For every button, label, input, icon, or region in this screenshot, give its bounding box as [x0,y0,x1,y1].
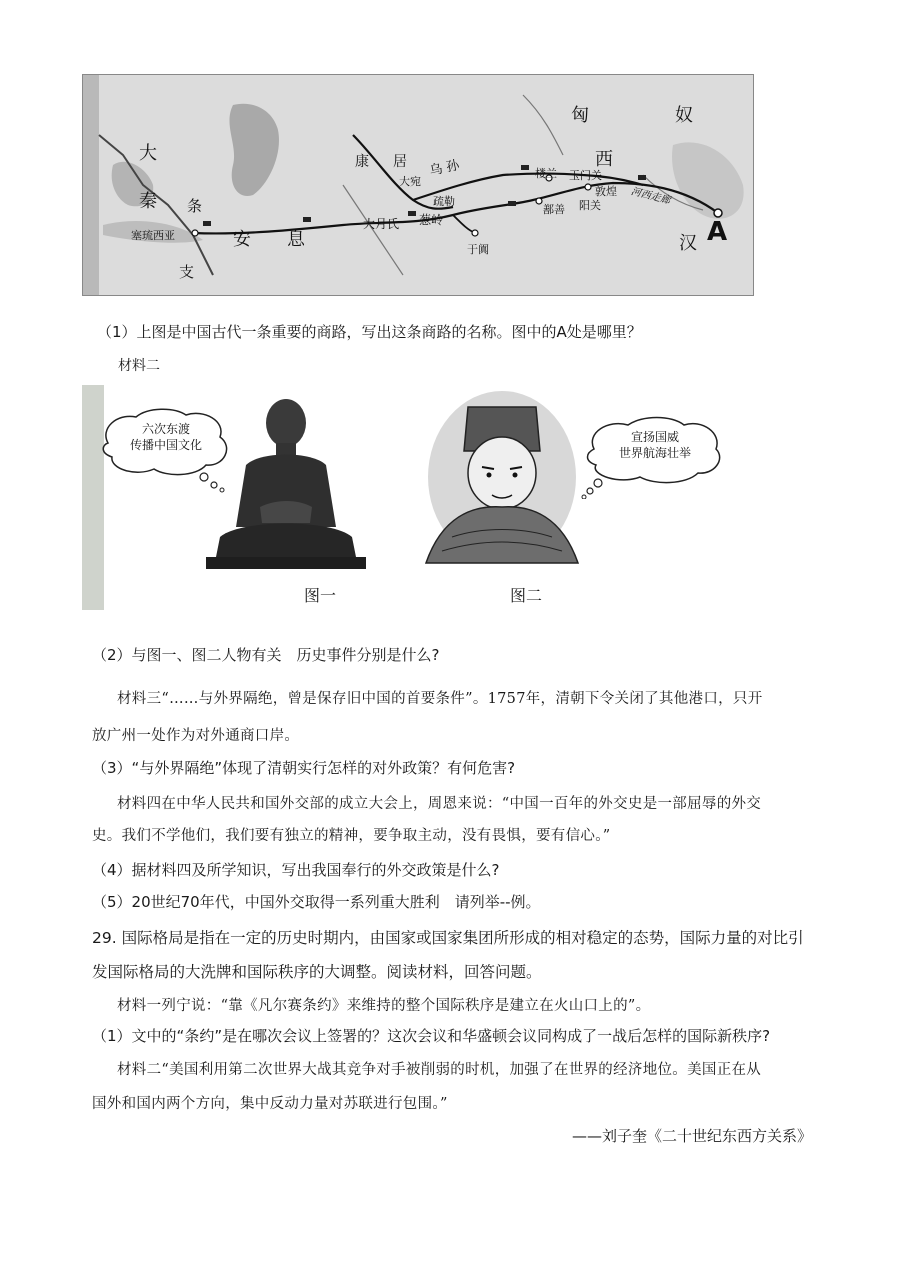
question-5: （5）20世纪70年代，中国外交取得一系列重大胜利 请列举--例。 [92,893,541,911]
label-yangguan: 阳关 [579,199,601,212]
label-dunhuang: 敦煌 [595,185,617,198]
caption-figure-1: 图一 [304,586,337,605]
material-3-line-2: 放广州一处作为对外通商口岸。 [92,728,300,744]
material-29-2-line-2: 国外和国内两个方向，集中反动力量对苏联进行包围。” [92,1096,448,1112]
question-3: （3）“与外界隔绝”体现了清朝实行怎样的对外政策？有何危害? [92,759,516,777]
label-han: 汉 [679,233,697,254]
label-hexi-corridor: 河西走廊 [629,186,672,207]
material-2-label: 材料二 [118,358,160,374]
label-loulan: 楼兰 [535,167,557,180]
bubble-1-line-2: 传播中国文化 [129,438,202,452]
figure-1-monk-statue [200,387,370,573]
label-daqin-2: 秦 [139,191,157,212]
label-xi: 西 [595,149,613,170]
label-anxi-1: 安 [233,229,251,250]
question-4: （4）据材料四及所学知识，写出我国奉行的外交政策是什么? [92,861,500,879]
figure-2-portrait [422,387,582,567]
label-point-a: A [707,217,728,247]
label-dayuezhi: 大月氏 [363,217,400,231]
label-tiaozhi: 条 [187,197,203,215]
material-4-line-2: 史。我们不学他们，我们要有独立的精神，要争取主动，没有畏惧，要有信心。” [92,828,611,844]
label-dayuan: 大宛 [399,175,421,188]
material-3-line-1: 材料三“……与外界隔绝，曾是保存旧中国的首要条件”。1757年，清朝下令关闭了其他港口，只开 [117,691,763,707]
figures-panel [82,385,746,610]
bubble-2-line-1: 宣扬国威 [630,430,679,444]
label-yutian: 于阗 [467,243,489,256]
label-yumenguan: 玉门关 [569,169,602,182]
label-sailuxiya: 塞琉西亚 [131,229,175,242]
bubble-2-text [596,429,714,461]
label-congling: 葱岭 [419,213,444,227]
material-29-2-source: ——刘子奎《二十世纪东西方关系》 [572,1127,813,1145]
question-1: （1）上图是中国古代一条重要的商路，写出这条商路的名称。图中的A处是哪里？ [97,323,642,341]
silk-road-map [82,74,754,296]
material-29-2-line-1: 材料二“美国利用第二次世界大战其竞争对手被削弱的时机，加强了在世界的经济地位。美国正在从 [117,1062,762,1078]
material-4-line-1: 材料四在中华人民共和国外交部的成立大会上，周恩来说：“中国一百年的外交史是一部屈辱的外交 [117,796,762,812]
bubble-2-line-2: 世界航海壮举 [618,446,691,460]
label-kangju-2: 居 [393,154,407,170]
label-shule: 疏勒 [433,195,455,208]
label-anxi-2: 息 [287,229,305,250]
caption-figure-2: 图二 [510,586,543,605]
label-kangju-1: 康 [355,154,369,170]
label-shanshan: 鄯善 [543,203,565,216]
label-wusun: 乌 孙 [428,157,461,179]
label-xiongnu-1: 匈 [571,105,589,126]
bubble-1-line-1: 六次东渡 [141,422,190,436]
label-daqin-1: 大 [139,143,157,164]
question-2: （2）与图一、图二人物有关 历史事件分别是什么? [92,646,440,664]
label-zhi: 支 [179,263,195,281]
label-xiongnu-2: 奴 [675,105,693,126]
material-29-1: 材料一列宁说：“靠《凡尔赛条约》来维持的整个国际秩序是建立在火山口上的”。 [117,998,651,1014]
question-29-line-2: 发国际格局的大洗牌和国际秩序的大调整。阅读材料，回答问题。 [92,963,542,981]
question-29-1: （1）文中的“条约”是在哪次会议上签署的？这次会议和华盛顿会议同构成了一战后怎样的国际新秩序? [92,1027,771,1045]
question-29-line-1: 29. 国际格局是指在一定的历史时期内，由国家或国家集团所形成的相对稳定的态势，国际力量的对比引 [92,929,804,947]
